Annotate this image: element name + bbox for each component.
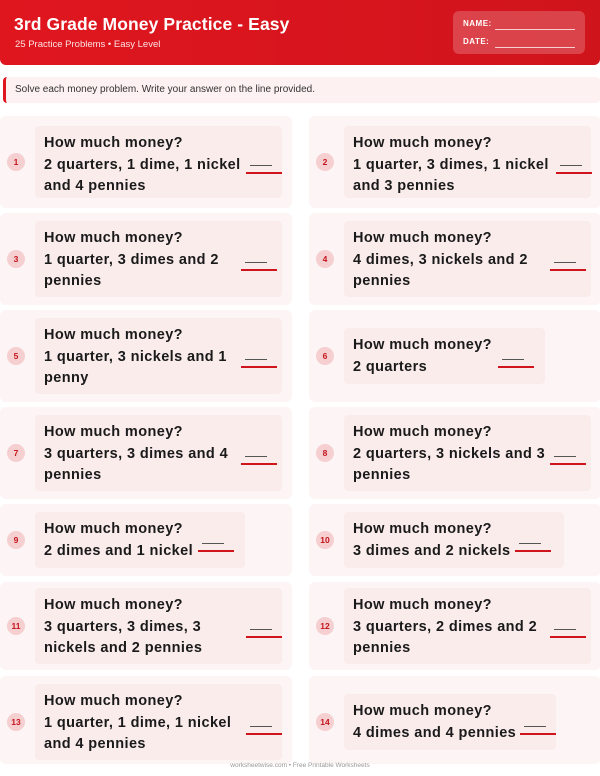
- problem-box: [35, 588, 282, 664]
- problem-prompt: How much money?: [44, 424, 183, 440]
- problem-card: [309, 310, 600, 402]
- date-label: DATE:: [463, 37, 490, 46]
- problem-box: [35, 126, 282, 198]
- problem-prompt: How much money?: [44, 693, 183, 709]
- answer-blank: [245, 359, 267, 360]
- answer-underline: [550, 463, 586, 465]
- answer-blank: [554, 262, 576, 263]
- problem-text: 4 dimes, 3 nickels and 2 pennies: [353, 251, 528, 289]
- problem-text: 1 quarter, 3 nickels and 1 penny: [44, 348, 227, 386]
- answer-blank: [554, 456, 576, 457]
- answer-underline: [550, 269, 586, 271]
- name-field[interactable]: [495, 29, 575, 30]
- answer-underline: [241, 463, 277, 465]
- problem-box: [344, 415, 591, 491]
- answer-blank: [250, 165, 272, 166]
- problem-text: 1 quarter, 1 dime, 1 nickel and 4 pennies: [44, 714, 232, 752]
- problem-number: 11: [7, 617, 25, 635]
- problem-text: 2 quarters: [353, 358, 428, 375]
- answer-blank: [554, 629, 576, 630]
- problem-text: 4 dimes and 4 pennies: [353, 724, 517, 741]
- answer-underline: [520, 733, 556, 735]
- answer-blank: [245, 456, 267, 457]
- answer-blank: [560, 165, 582, 166]
- problem-text: 1 quarter, 3 dimes, 1 nickel and 3 pennies: [353, 156, 549, 194]
- answer-underline: [515, 550, 551, 552]
- problem-card: [0, 582, 292, 670]
- answer-underline: [556, 172, 592, 174]
- problem-box: [344, 588, 591, 664]
- answer-blank: [524, 726, 546, 727]
- problem-prompt: How much money?: [353, 424, 492, 440]
- problem-card: [0, 213, 292, 305]
- answer-underline: [241, 366, 277, 368]
- problem-card: [0, 407, 292, 499]
- answer-blank: [250, 726, 272, 727]
- problem-prompt: How much money?: [353, 230, 492, 246]
- problem-number: 9: [7, 531, 25, 549]
- problem-box: [344, 328, 545, 384]
- problem-number: 10: [316, 531, 334, 549]
- problem-card: [309, 582, 600, 670]
- problem-number: 14: [316, 713, 334, 731]
- problem-box: [344, 126, 591, 198]
- problem-prompt: How much money?: [44, 135, 183, 151]
- problem-number: 2: [316, 153, 334, 171]
- problem-card: [0, 310, 292, 402]
- problem-text: 2 quarters, 1 dime, 1 nickel and 4 pennies: [44, 156, 241, 194]
- problem-number: 7: [7, 444, 25, 462]
- problem-number: 8: [316, 444, 334, 462]
- problem-text: 2 quarters, 3 nickels and 3 pennies: [353, 445, 546, 483]
- problem-number: 3: [7, 250, 25, 268]
- problem-box: [344, 221, 591, 297]
- problem-number: 4: [316, 250, 334, 268]
- answer-underline: [246, 733, 282, 735]
- answer-underline: [550, 636, 586, 638]
- worksheet-header: [0, 0, 600, 65]
- problem-prompt: How much money?: [353, 337, 492, 353]
- problem-box: [35, 221, 282, 297]
- answer-blank: [519, 543, 541, 544]
- problem-box: [35, 512, 245, 568]
- problem-box: [35, 684, 282, 760]
- footer-text: worksheetwise.com • Free Printable Worksheets: [230, 762, 370, 769]
- page-title: 3rd Grade Money Practice - Easy: [14, 14, 290, 34]
- problem-card: [309, 504, 600, 576]
- problem-card: [0, 676, 292, 764]
- name-label: NAME:: [463, 19, 492, 28]
- problem-prompt: How much money?: [353, 135, 492, 151]
- problem-number: 5: [7, 347, 25, 365]
- page-subtitle: 25 Practice Problems • Easy Level: [15, 39, 161, 50]
- problem-card: [0, 116, 292, 208]
- instructions: Solve each money problem. Write your answer on the line provided.: [3, 77, 600, 103]
- problem-prompt: How much money?: [353, 597, 492, 613]
- problem-prompt: How much money?: [44, 327, 183, 343]
- answer-blank: [250, 629, 272, 630]
- problem-text: 1 quarter, 3 dimes and 2 pennies: [44, 251, 219, 289]
- answer-blank: [202, 543, 224, 544]
- date-field[interactable]: [495, 47, 575, 48]
- problem-box: [35, 318, 282, 394]
- answer-blank: [502, 359, 524, 360]
- problem-number: 12: [316, 617, 334, 635]
- answer-underline: [241, 269, 277, 271]
- problem-text: 3 dimes and 2 nickels: [353, 542, 511, 559]
- problem-prompt: How much money?: [44, 521, 183, 537]
- problem-box: [344, 512, 564, 568]
- problem-card: [309, 116, 600, 208]
- answer-blank: [245, 262, 267, 263]
- name-date-box: [453, 11, 585, 54]
- problem-text: 3 quarters, 3 dimes, 3 nickels and 2 pennies: [44, 618, 203, 656]
- problem-box: [35, 415, 282, 491]
- problem-box: [344, 694, 556, 750]
- answer-underline: [246, 636, 282, 638]
- problem-prompt: How much money?: [44, 597, 183, 613]
- problem-card: [0, 504, 292, 576]
- problem-text: 3 quarters, 3 dimes and 4 pennies: [44, 445, 229, 483]
- problem-prompt: How much money?: [353, 521, 492, 537]
- answer-underline: [498, 366, 534, 368]
- problem-text: 2 dimes and 1 nickel: [44, 542, 194, 559]
- problem-number: 13: [7, 713, 25, 731]
- problem-card: [309, 676, 600, 764]
- answer-underline: [198, 550, 234, 552]
- problem-number: 6: [316, 347, 334, 365]
- problem-card: [309, 407, 600, 499]
- problem-number: 1: [7, 153, 25, 171]
- problem-card: [309, 213, 600, 305]
- problem-text: 3 quarters, 2 dimes and 2 pennies: [353, 618, 538, 656]
- answer-underline: [246, 172, 282, 174]
- problem-prompt: How much money?: [353, 703, 492, 719]
- problem-prompt: How much money?: [44, 230, 183, 246]
